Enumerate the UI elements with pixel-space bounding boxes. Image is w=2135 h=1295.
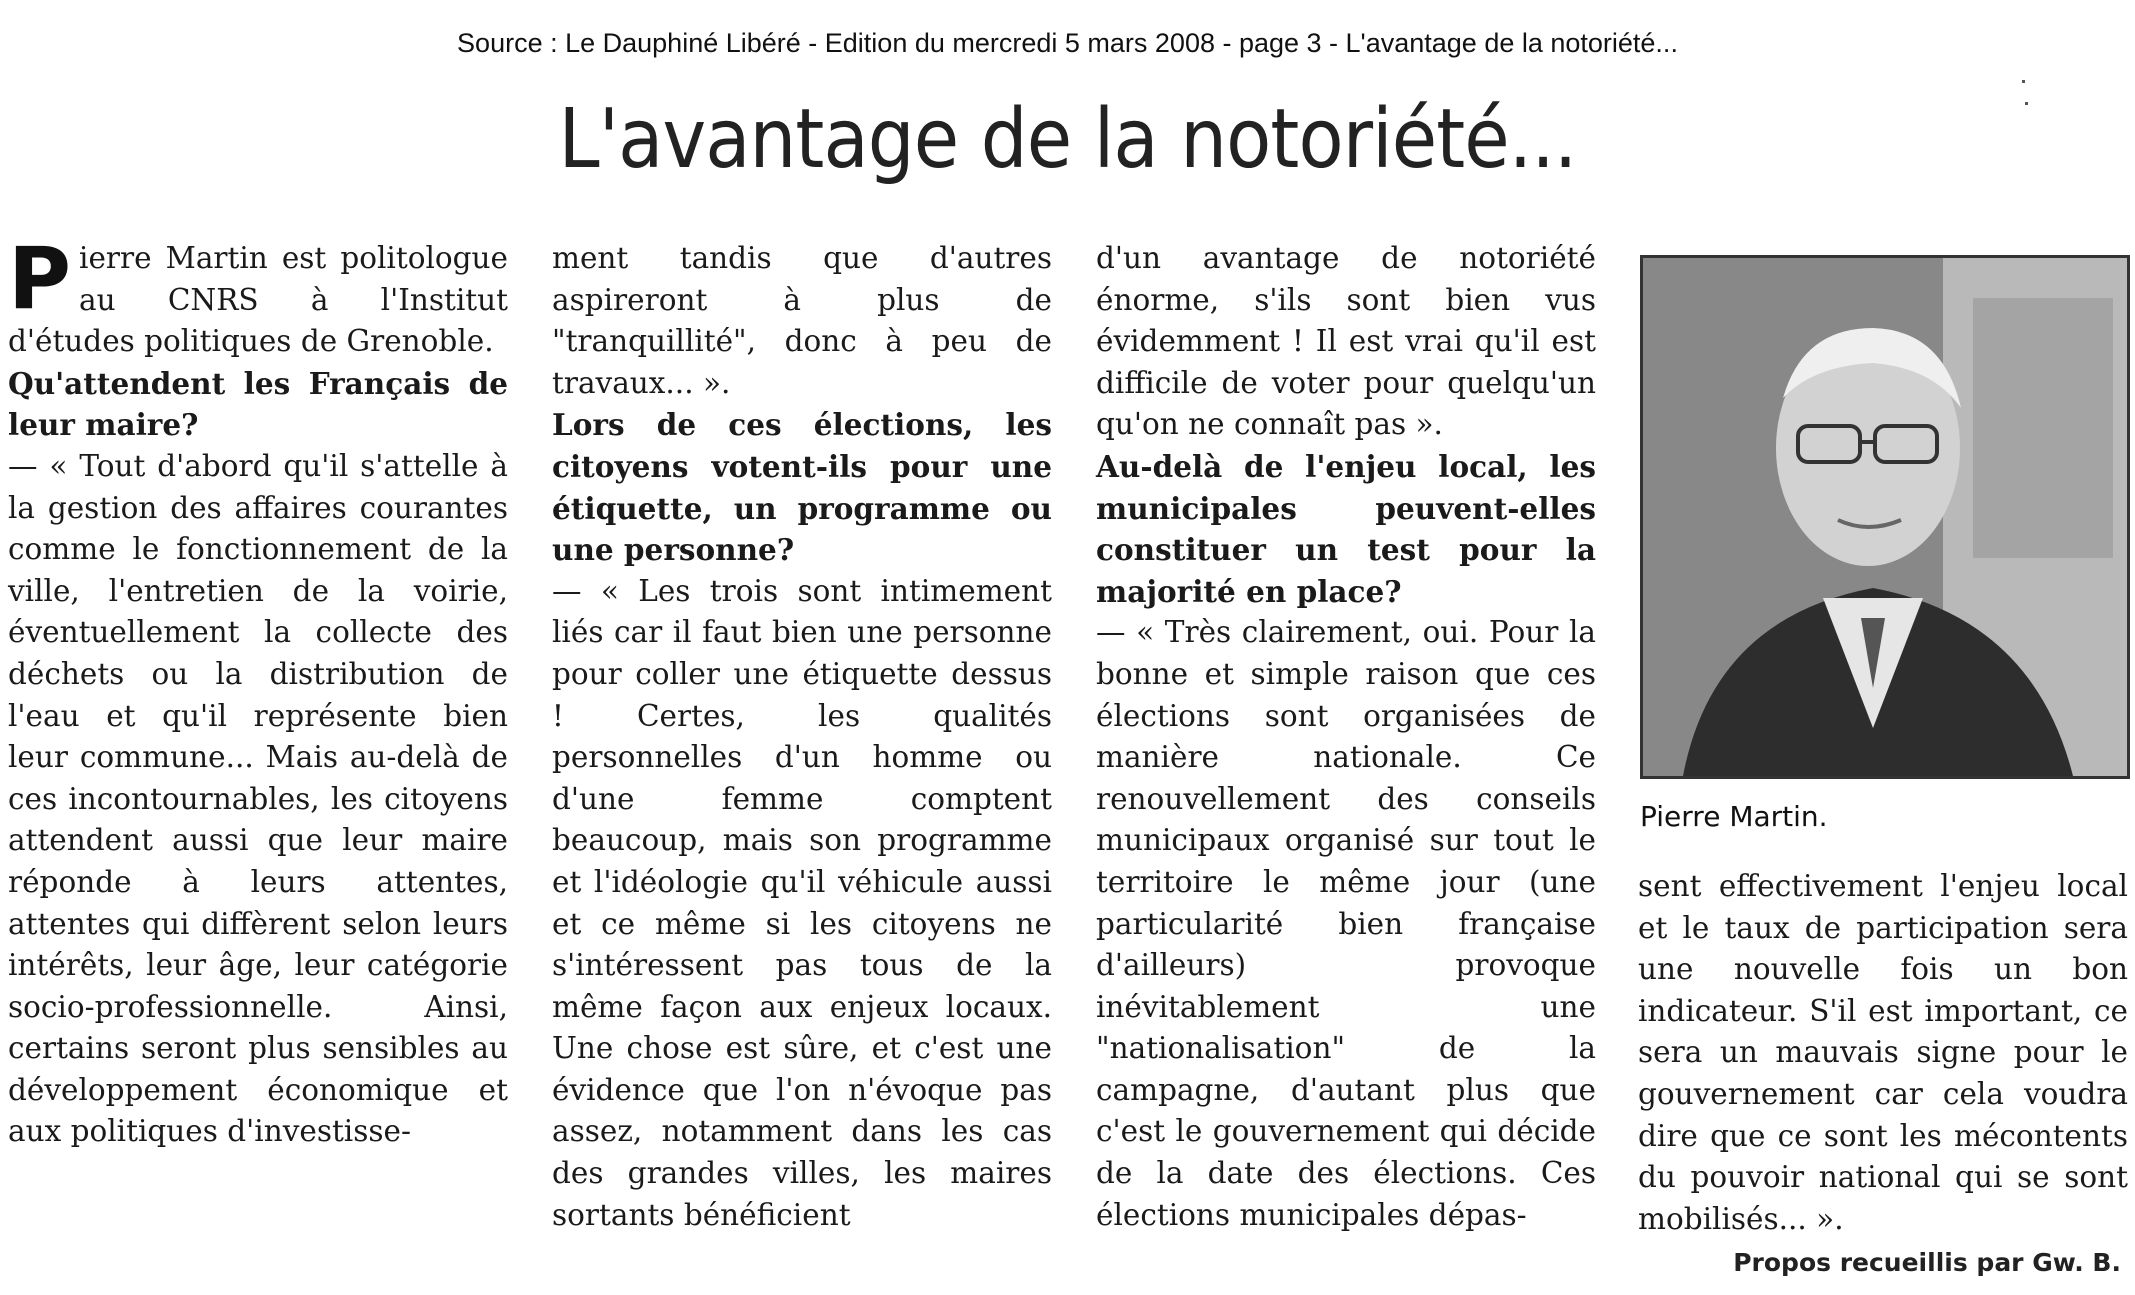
drop-cap: P	[8, 229, 72, 329]
photo-caption: Pierre Martin.	[1640, 800, 1828, 833]
speck-mark	[2025, 102, 2028, 105]
source-line: Source : Le Dauphiné Libéré - Edition du mercredi 5 mars 2008 - page 3 - L'avantage de la notoriété...	[457, 28, 1678, 58]
question-3: Au-delà de l'enjeu local, les municipales peuvent-elles constituer un test pour la majorité en place?	[1096, 448, 1596, 609]
answer-1-continued: ment tandis que d'autres aspireront à plus de "tranquillité", donc à peu de travaux... ».	[552, 241, 1052, 400]
question-1: Qu'attendent les Français de leur maire?	[8, 365, 508, 443]
article-column-4	[1638, 866, 2128, 1240]
speck-mark	[2022, 80, 2025, 83]
headline: L'avantage de la notoriété...	[558, 92, 1577, 187]
intro-paragraph	[8, 229, 508, 363]
portrait-illustration	[1643, 258, 2127, 776]
question-2: Lors de ces élections, les citoyens votent-ils pour une étiquette, un programme ou une personne?	[552, 407, 1052, 568]
answer-1: — « Tout d'abord qu'il s'attelle à la gestion des affaires courantes comme le fonctionnement de la ville, l'entretien de la voirie, éventuellement la collecte des déchets ou la distribution de l'eau et qu'il représente bien leur commune... Mais au-delà de ces incontournables, les citoyens attendent aussi que leur maire réponde à leurs attentes, attentes qui diffèrent selon leurs intérêts, leur âge, leur catégorie socio-professionnelle. Ainsi, certains seront plus sensibles au développement économique et aux politiques d'investisse-	[8, 448, 508, 1149]
article-column-2	[552, 238, 1052, 1236]
article-credit: Propos recueillis par Gw. B.	[1733, 1248, 2121, 1277]
intro-text: ierre Martin est politologue au CNRS à l'Institut d'études politiques de Grenoble.	[8, 241, 508, 359]
answer-2-continued: d'un avantage de notoriété énorme, s'ils sont bien vus évidemment ! Il est vrai qu'il est difficile de voter pour quelqu'un qu'on ne connaît pas ».	[1096, 241, 1596, 442]
answer-3-continued: sent effectivement l'enjeu local et le taux de participation sera une nouvelle fois un bon indicateur. S'il est important, ce sera un mauvais signe pour le gouvernement car cela voudra dire que ce sont les mécontents du pouvoir national qui se sont mobilisés... ».	[1638, 869, 2128, 1236]
answer-3: — « Très clairement, oui. Pour la bonne et simple raison que ces élections sont organisées de manière nationale. Ce renouvellement des conseils municipaux organisé sur tout le territoire le même jour (une particularité bien française d'ailleurs) provoque inévitablement une "nationalisation" de la campagne, d'autant plus que c'est le gouvernement qui décide de la date des élections. Ces élections municipales dépas-	[1096, 615, 1596, 1232]
article-column-1	[8, 229, 508, 1153]
article-column-3	[1096, 238, 1596, 1236]
answer-2: — « Les trois sont intimement liés car il faut bien une personne pour coller une étiquette dessus ! Certes, les qualités personnelles d'un homme ou d'une femme comptent beaucoup, mais son programme et l'idéologie qu'il véhicule aussi et ce même si les citoyens ne s'intéressent pas tous de la même façon aux enjeux locaux. Une chose est sûre, et c'est une évidence que l'on n'évoque pas assez, notamment dans les cas des grandes villes, les maires sortants bénéficient	[552, 573, 1052, 1232]
portrait-photo	[1640, 255, 2130, 779]
